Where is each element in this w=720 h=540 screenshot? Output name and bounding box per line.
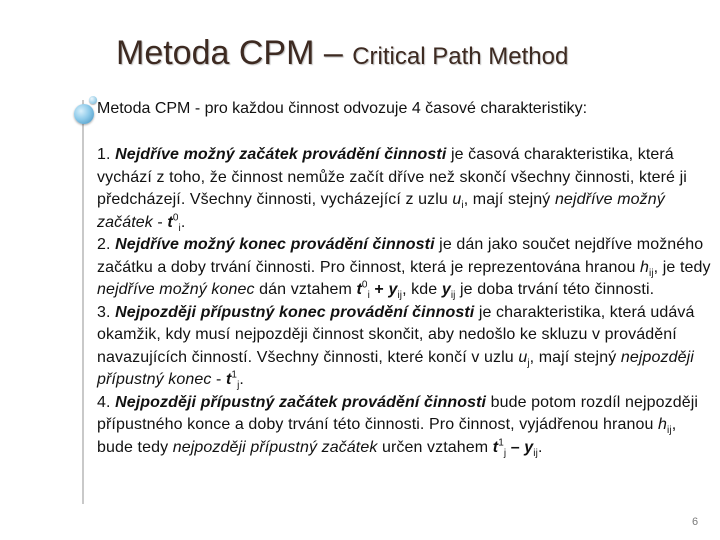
characteristics-list bbox=[97, 144, 715, 459]
bullet-dot-icon bbox=[89, 96, 97, 104]
item-term: Nejpozději přípustný začátek provádění činnosti bbox=[115, 393, 487, 411]
formula-subscript: i bbox=[367, 290, 370, 302]
formula-t: t bbox=[167, 213, 173, 231]
item-number: 3. bbox=[97, 303, 116, 321]
formula-subscript: i bbox=[178, 222, 181, 234]
formula-y: y bbox=[441, 281, 451, 298]
item-number: 4. bbox=[97, 393, 116, 411]
item-number: 2. bbox=[97, 236, 116, 253]
edge-symbol: h bbox=[658, 416, 668, 433]
item-text: , kde bbox=[402, 281, 442, 298]
list-item bbox=[97, 302, 715, 392]
slide-title bbox=[116, 34, 568, 73]
item-text: je časová charakteristika, která vychází z toho, že činnost nemůže začít dříve než skončí všechny činnosti, které ji předcházejí. Všechny činnosti, vycházející z uzlu bbox=[97, 146, 687, 208]
formula-t: t bbox=[356, 281, 362, 298]
item-text: je charakteristika, která udává okamžik, kdy musí nejpozději činnost skončit, aby nedošlo ke skluzu v provádění navazujících činností. Všechny činnosti, které končí v uzlu bbox=[97, 303, 695, 366]
edge-subscript: ij bbox=[649, 267, 654, 279]
item-text: , je tedy bbox=[653, 258, 711, 276]
item-end: . bbox=[537, 438, 543, 456]
formula-operator: – bbox=[506, 438, 525, 456]
item-text: , mají stejný bbox=[529, 348, 621, 366]
item-term: Nejpozději přípustný konec provádění činnosti bbox=[115, 303, 475, 321]
item-end: . bbox=[180, 213, 186, 231]
slide-title-sub: Critical Path Method bbox=[352, 43, 569, 70]
item-text: - bbox=[211, 371, 226, 388]
item-italic: nejdříve možný začátek bbox=[97, 191, 665, 231]
item-term: Nejdříve možný začátek provádění činnosti bbox=[115, 146, 447, 163]
formula-subscript: ij bbox=[533, 447, 538, 459]
node-symbol: u bbox=[518, 348, 528, 366]
formula-subscript: j bbox=[237, 380, 240, 392]
slide-title-main: Metoda CPM – bbox=[116, 34, 353, 72]
item-text: dán vztahem bbox=[254, 281, 357, 298]
formula-y: y bbox=[388, 281, 398, 298]
node-symbol: u bbox=[452, 191, 462, 208]
formula-superscript: 1 bbox=[231, 369, 238, 381]
edge-subscript: ij bbox=[667, 425, 672, 437]
item-italic: nejpozději přípustný konec bbox=[97, 348, 694, 388]
list-item bbox=[97, 234, 715, 302]
item-term: Nejdříve možný konec provádění činnosti bbox=[115, 236, 435, 253]
item-italic: nejpozději přípustný začátek bbox=[172, 438, 378, 456]
item-text: bude potom rozdíl nejpozději přípustného konce a doby trvání této činnosti. Pro činnost, vyjádřenou hranou bbox=[97, 393, 699, 433]
list-item bbox=[97, 392, 715, 460]
item-text: , mají stejný bbox=[463, 191, 555, 208]
formula-t: t bbox=[225, 371, 232, 388]
item-text: , bude tedy bbox=[97, 416, 677, 456]
formula-operator: + bbox=[369, 281, 389, 298]
node-subscript: j bbox=[527, 357, 530, 369]
bullet-circle-icon bbox=[74, 104, 94, 124]
item-text: určen vztahem bbox=[377, 438, 493, 456]
formula-t: t bbox=[492, 438, 499, 456]
edge-symbol: h bbox=[640, 258, 650, 276]
item-text: je dán jako součet nejdříve možného začátku a doby trvání činnosti. Pro činnost, která je reprezentována hranou bbox=[97, 236, 704, 276]
item-italic: nejdříve možný konec bbox=[97, 281, 255, 298]
formula-superscript: 0 bbox=[361, 279, 368, 291]
item-text: je doba trvání této činnosti. bbox=[455, 281, 655, 298]
formula-subscript: ij bbox=[450, 290, 456, 302]
formula-superscript: 1 bbox=[498, 437, 504, 449]
left-divider-line bbox=[82, 100, 84, 504]
node-subscript: i bbox=[461, 200, 464, 212]
formula-subscript: j bbox=[503, 447, 507, 459]
formula-superscript: 0 bbox=[172, 212, 179, 224]
item-number: 1. bbox=[97, 146, 116, 163]
intro-text: Metoda CPM - pro každou činnost odvozuje 4 časové charakteristiky: bbox=[97, 100, 588, 117]
item-text: - bbox=[152, 213, 168, 231]
list-item bbox=[97, 144, 715, 234]
item-end: . bbox=[239, 371, 244, 388]
page-number: 6 bbox=[692, 516, 699, 528]
formula-subscript: ij bbox=[397, 290, 403, 302]
formula-y: y bbox=[524, 438, 534, 456]
